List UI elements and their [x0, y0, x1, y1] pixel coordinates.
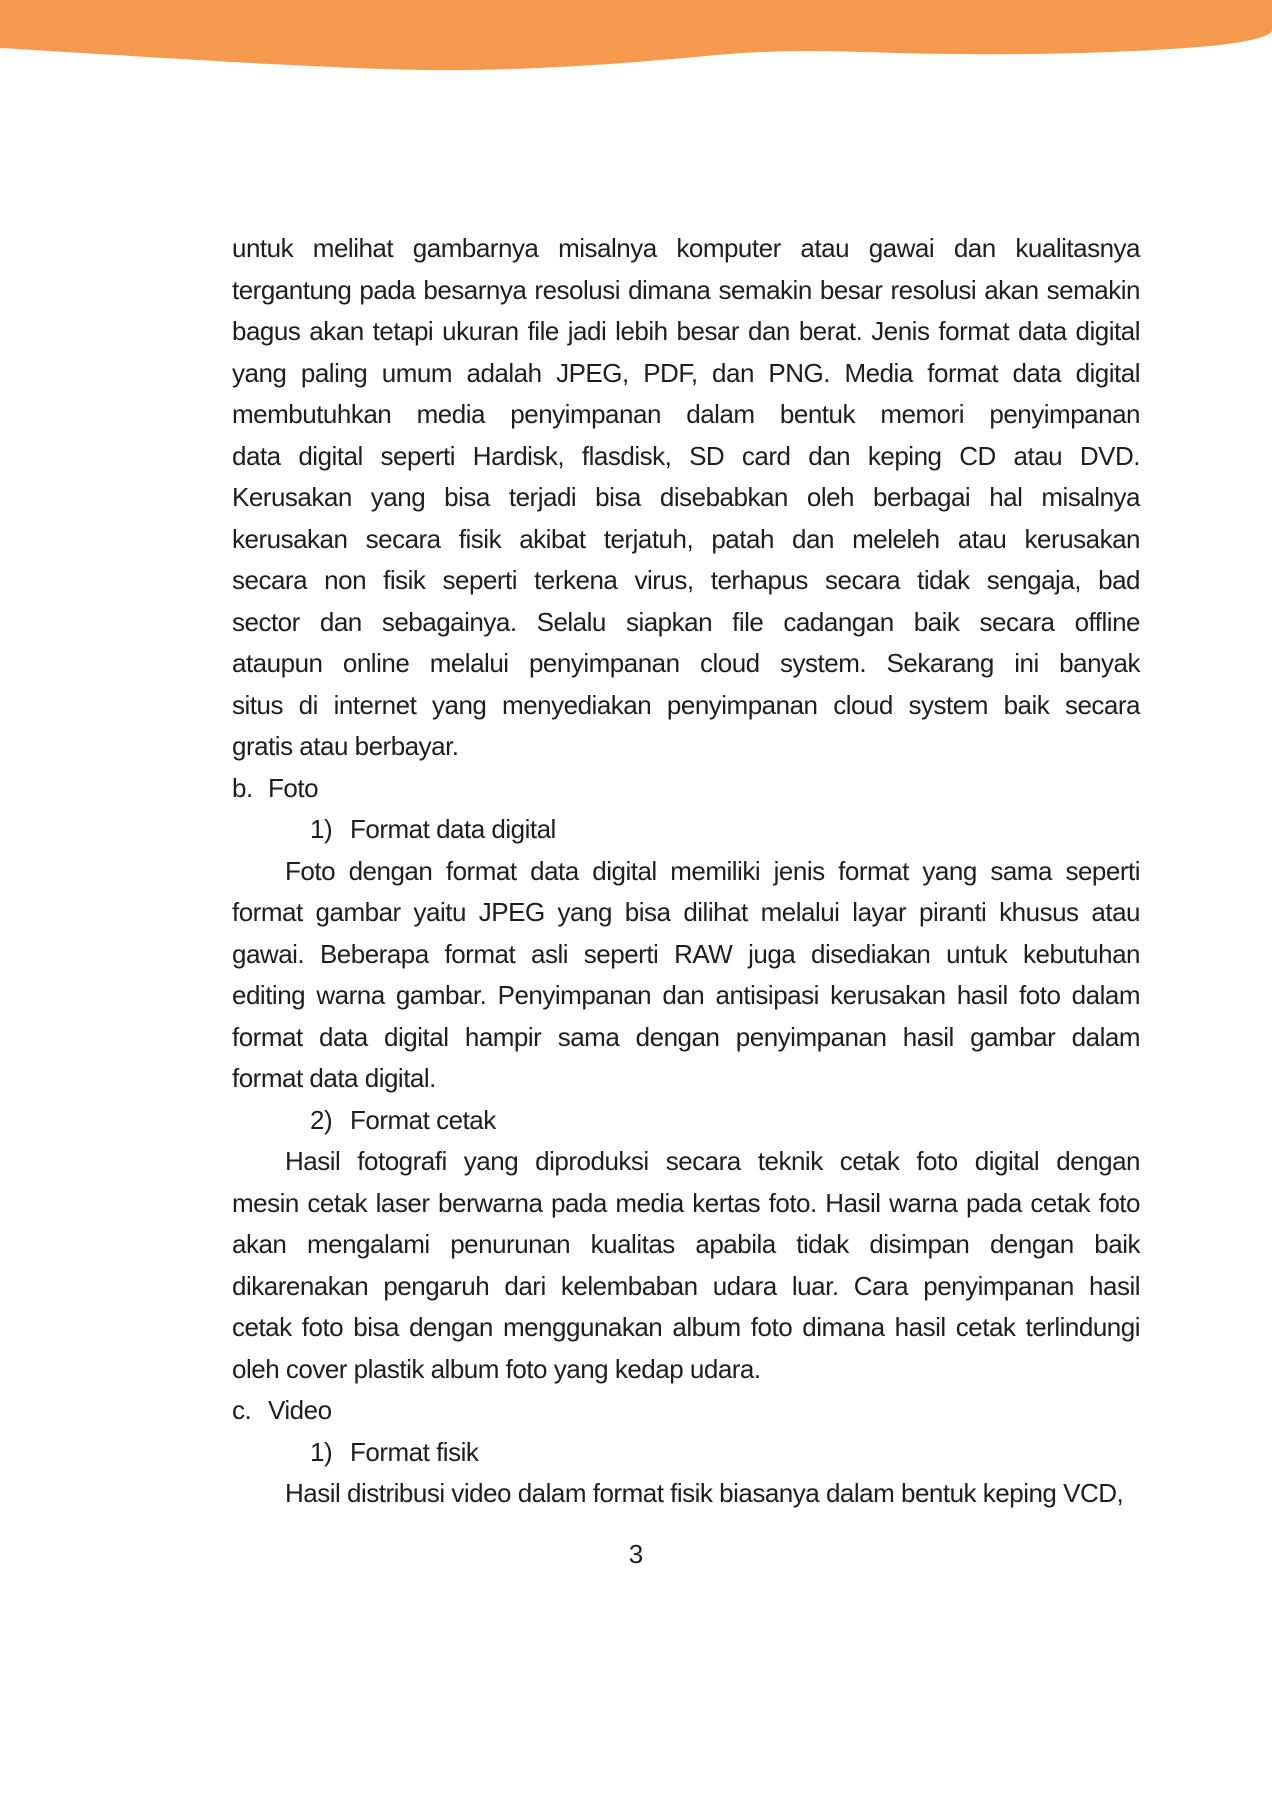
text-line: cetak foto bisa dengan menggunakan album foto dimana hasil cetak terlindungi: [232, 1312, 1140, 1342]
text-line: format data digital.: [232, 1063, 436, 1093]
list-item: [232, 768, 1140, 810]
header-wave-shape: [0, 0, 1272, 70]
text-line: gratis atau berbayar.: [232, 731, 459, 761]
text-line: yang paling umum adalah JPEG, PDF, dan PNG. Media format data digital: [232, 357, 1140, 388]
text-line: akan mengalami penurunan kualitas apabila tidak disimpan dengan baik: [232, 1229, 1140, 1259]
list-marker: 1): [310, 1436, 333, 1467]
text-line: ataupun online melalui penyimpanan cloud system. Sekarang ini banyak: [232, 648, 1140, 678]
page-number: 3: [628, 1539, 644, 1569]
text-line: membutuhkan media penyimpanan dalam bentuk memori penyimpanan: [232, 399, 1140, 429]
page-footer: [0, 1534, 1272, 1576]
list-marker: 2): [310, 1104, 333, 1135]
text-line: format gambar yaitu JPEG yang bisa dilihat melalui layar piranti khusus atau: [232, 897, 1140, 927]
list-marker: c.: [232, 1395, 252, 1425]
header-wave: [0, 0, 1272, 100]
text-line: oleh cover plastik album foto yang kedap udara.: [232, 1353, 761, 1384]
list-marker: 1): [310, 814, 333, 844]
list-label: Video: [268, 1395, 332, 1425]
text-line: Kerusakan yang bisa terjadi bisa disebabkan oleh berbagai hal misalnya: [232, 482, 1140, 512]
text-line: secara non fisik seperti terkena virus, terhapus secara tidak sengaja, bad: [232, 565, 1140, 595]
text-line: Hasil fotografi yang diproduksi secara teknik cetak foto digital dengan: [285, 1146, 1140, 1176]
text-line: untuk melihat gambarnya misalnya komputer atau gawai dan kualitasnya: [232, 233, 1140, 263]
text-line: bagus akan tetapi ukuran file jadi lebih besar dan berat. Jenis format data digital: [232, 316, 1140, 346]
text-line: dikarenakan pengaruh dari kelembaban udara luar. Cara penyimpanan hasil: [232, 1270, 1140, 1301]
list-label: Format data digital: [350, 814, 556, 844]
text-line: editing warna gambar. Penyimpanan dan antisipasi kerusakan hasil foto dalam: [232, 980, 1140, 1010]
list-item: [232, 1100, 1140, 1142]
list-label: Foto: [268, 772, 319, 803]
list-item: [232, 809, 1140, 851]
text-line: situs di internet yang menyediakan penyimpanan cloud system baik secara: [232, 689, 1140, 720]
text-line: data digital seperti Hardisk, flasdisk, SD card dan keping CD atau DVD.: [232, 440, 1140, 471]
list-item: [232, 1390, 1140, 1432]
text-block: [232, 228, 1140, 1515]
text-line: format data digital hampir sama dengan penyimpanan hasil gambar dalam: [232, 1021, 1140, 1052]
text-line: kerusakan secara fisik akibat terjatuh, patah dan meleleh atau kerusakan: [232, 523, 1140, 554]
list-marker: b.: [232, 772, 253, 803]
text-line: tergantung pada besarnya resolusi dimana semakin besar resolusi akan semakin: [232, 274, 1140, 305]
text-line: Hasil distribusi video dalam format fisik biasanya dalam bentuk keping VCD,: [285, 1478, 1124, 1508]
text-line: mesin cetak laser berwarna pada media kertas foto. Hasil warna pada cetak foto: [232, 1187, 1140, 1218]
list-label: Format fisik: [350, 1436, 479, 1467]
list-item: [232, 1432, 1140, 1474]
list-label: Format cetak: [350, 1104, 496, 1135]
text-line: gawai. Beberapa format asli seperti RAW juga disediakan untuk kebutuhan: [232, 938, 1140, 969]
text-line: sector dan sebagainya. Selalu siapkan file cadangan baik secara offline: [232, 606, 1140, 637]
text-line: Foto dengan format data digital memiliki jenis format yang sama seperti: [285, 855, 1140, 886]
